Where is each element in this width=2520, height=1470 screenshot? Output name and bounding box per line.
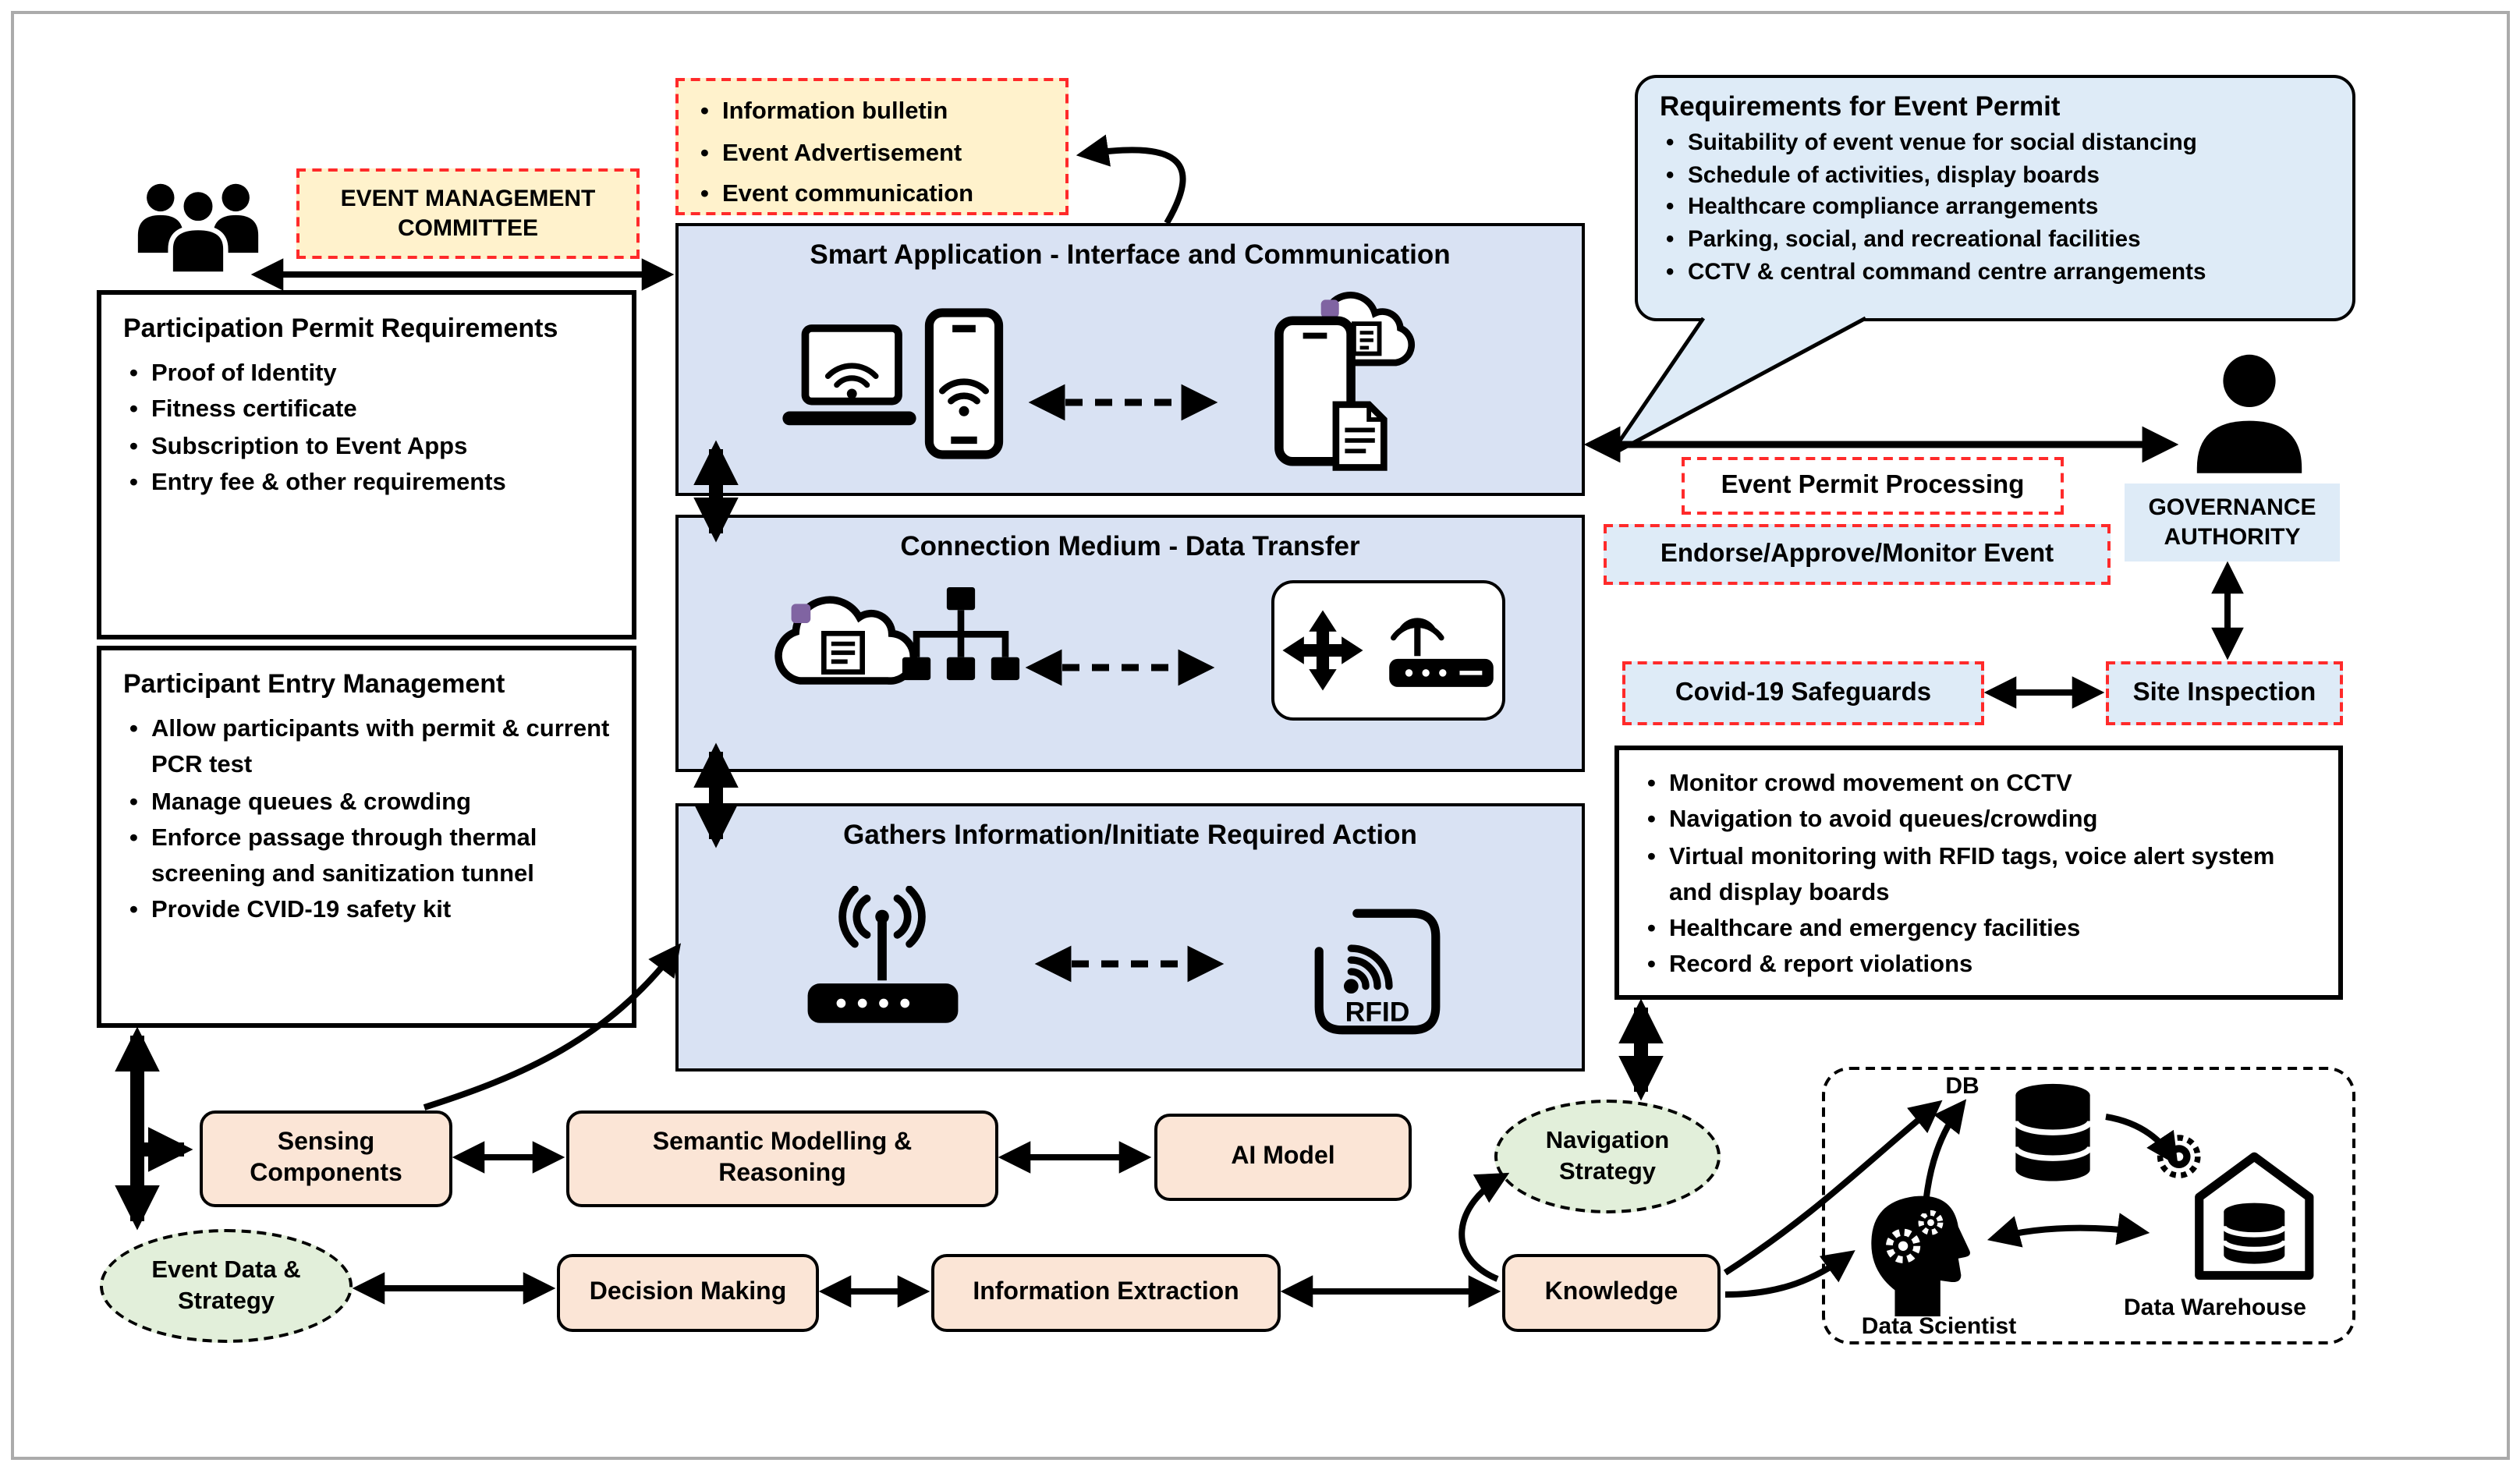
network-tree-icon <box>897 580 1025 702</box>
governance-authority-label: GOVERNANCE AUTHORITY <box>2125 484 2340 561</box>
smartphone-wifi-icon <box>923 306 1005 462</box>
event-data-strategy-node: Event Data & Strategy <box>100 1229 353 1343</box>
bullet-item: • Virtual monitoring with RFID tags, voice alert system and display boards <box>1641 838 2316 911</box>
information-extraction-node: Information Extraction <box>931 1254 1281 1332</box>
bullet-item: • Parking, social, and recreational facilities <box>1660 225 2330 257</box>
bullet-item: • Event Advertisement <box>694 133 1050 175</box>
data-scientist-label: Data Scientist <box>1861 1313 2017 1340</box>
phone-cloud-doc-icon <box>1240 289 1427 476</box>
site-inspection-chip: Site Inspection <box>2106 661 2343 725</box>
governance-person-icon <box>2187 346 2312 480</box>
requirements-title: Requirements for Event Permit <box>1660 90 2061 122</box>
event-permit-processing-chip: Event Permit Processing <box>1682 457 2064 515</box>
antenna-router-icon <box>796 886 970 1033</box>
bullet-item: • Record & report violations <box>1641 948 2316 984</box>
transfer-utility-box <box>1271 580 1505 721</box>
requirements-bubble <box>1635 75 2355 321</box>
bullet-item: • Subscription to Event Apps <box>123 428 610 465</box>
database-icon <box>2009 1082 2096 1185</box>
data-warehouse-icon <box>2156 1132 2318 1285</box>
participation-permit-box <box>97 290 636 639</box>
monitoring-list <box>1641 766 2316 983</box>
rfid-label: RFID <box>1345 996 1410 1028</box>
endorse-approve-monitor-chip: Endorse/Approve/Monitor Event <box>1604 524 2111 585</box>
bullet-item: • Entry fee & other requirements <box>123 465 610 501</box>
bullet-item: • CCTV & central command centre arrangements <box>1660 257 2330 289</box>
bullet-item: • Healthcare compliance arrangements <box>1660 193 2330 225</box>
connection-medium-title: Connection Medium - Data Transfer <box>900 530 1360 561</box>
bulletin-box <box>675 78 1069 215</box>
bulletin-list <box>694 92 1050 217</box>
data-scientist-icon <box>1853 1185 1978 1316</box>
data-warehouse-label: Data Warehouse <box>2124 1295 2306 1321</box>
navigation-strategy-node: Navigation Strategy <box>1494 1100 1721 1213</box>
committee-people-icon <box>128 175 268 281</box>
bullet-item: • Schedule of activities, display boards <box>1660 160 2330 192</box>
bullet-item: • Navigation to avoid queues/crowding <box>1641 802 2316 839</box>
entry-management-title: Participant Entry Management <box>123 669 505 699</box>
bullet-item: • Fitness certificate <box>123 392 610 429</box>
bullet-item: • Allow participants with permit & current PCR test <box>123 711 610 784</box>
smart-application-title: Smart Application - Interface and Communication <box>810 239 1451 270</box>
monitoring-box <box>1614 746 2343 1000</box>
bullet-item: • Manage queues & crowding <box>123 784 610 820</box>
participation-permit-title: Participation Permit Requirements <box>123 313 558 343</box>
gathers-information-title: Gathers Information/Initiate Required Action <box>843 819 1417 850</box>
participation-permit-list <box>123 356 610 501</box>
db-label: DB <box>1945 1073 1979 1100</box>
semantic-modelling-node <box>566 1110 998 1207</box>
bullet-item: • Enforce passage through thermal screening and sanitization tunnel <box>123 820 610 893</box>
bullet-item: • Healthcare and emergency facilities <box>1641 911 2316 948</box>
covid-safeguards-chip: Covid-19 Safeguards <box>1622 661 1984 725</box>
entry-management-list <box>123 711 610 929</box>
ai-model-node: AI Model <box>1154 1114 1412 1201</box>
bullet-item: • Event communication <box>694 175 1050 217</box>
rfid-icon <box>1310 905 1444 1039</box>
knowledge-node: Knowledge <box>1502 1254 1721 1332</box>
decision-making-node: Decision Making <box>557 1254 819 1332</box>
router-small-icon <box>1384 605 1499 696</box>
sensing-components-node: Sensing Components <box>200 1110 452 1207</box>
bullet-item: • Proof of Identity <box>123 356 610 392</box>
bullet-item: • Monitor crowd movement on CCTV <box>1641 766 2316 802</box>
bullet-item: • Information bulletin <box>694 92 1050 133</box>
laptop-wifi-icon <box>767 312 931 455</box>
entry-management-box <box>97 646 636 1028</box>
event-management-committee-label: EVENT MANAGEMENT COMMITTEE <box>296 168 640 259</box>
bullet-item: • Suitability of event venue for social distancing <box>1660 128 2330 160</box>
bullet-item: • Provide CVID-19 safety kit <box>123 893 610 930</box>
four-direction-arrows-icon <box>1278 605 1368 696</box>
requirements-list <box>1660 128 2330 289</box>
semantic-modelling-label: Semantic Modelling & Reasoning <box>652 1129 913 1187</box>
